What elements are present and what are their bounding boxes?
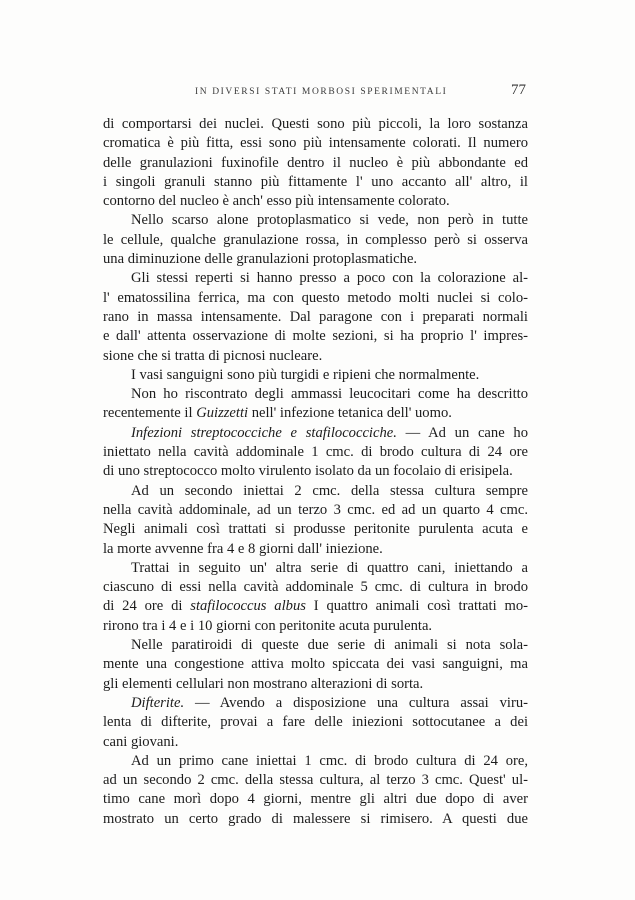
text-line: Trattai in seguito un' altra serie di quattro cani, iniettando a [131,559,528,576]
text-line: Nello scarso alone protoplasmatico si vede, non però in tutte [131,212,528,229]
body-text [103,115,528,829]
text-line: Ad un primo cane iniettai 1 cmc. di brodo cultura di 24 ore, [131,752,528,769]
running-header [103,82,528,103]
text-line: cromatica è più fitta, essi sono più intensamente colorati. Il numero [103,135,528,152]
text-line: e dall' attenta osservazione di molte sezioni, si ha proprio l' impres- [103,328,528,345]
text-line: una diminuzione delle granulazioni protoplasmatiche. [103,251,418,268]
text-line: cani giovani. [103,733,179,750]
text-line: rirono tra i 4 e i 10 giorni con peritonite acuta purulenta. [103,617,433,634]
text-line: Gli stessi reperti si hanno presso a poco con la colorazione al- [131,270,528,287]
text-line: Ad un secondo iniettai 2 cmc. della stessa cultura sempre [131,482,528,499]
text-line: Negli animali così trattati si produsse peritonite purulenta acuta e [103,521,528,538]
text-line: la morte avvenne fra 4 e 8 giorni dall' iniezione. [103,540,383,557]
text-line: Nelle paratiroidi di queste due serie di animali si nota sola- [131,637,528,654]
text-line: timo cane morì dopo 4 giorni, mentre gli altri due dopo di aver [103,791,528,808]
organism-name: stafilococcus albus [190,598,306,615]
text-line: recentemente il Guizzetti nell' infezione tetanica dell' uomo. [103,405,452,422]
text-line: i singoli granuli stanno più fittamente l' uno accanto all' altro, il [103,173,528,190]
text-line: gli elementi cellulari non mostrano alterazioni di sorta. [103,675,424,692]
text-line: rano in massa intensamente. Dal paragone con i preparati normali [103,308,528,325]
text-line: Non ho riscontrato degli ammassi leucocitari come ha descritto [131,386,528,403]
section-title-infezioni: Infezioni streptococciche e stafilococciche. [131,424,397,441]
text-line: di uno streptococco molto virulento isolato da un focolaio di erisipela. [103,463,513,480]
text-line: delle granulazioni fuxinofile dentro il nucleo è più abbondante ed [103,154,528,171]
page-number: 77 [511,82,526,98]
author-name: Guizzetti [196,405,249,422]
text-line: le cellule, qualche granulazione rossa, in complesso però si osserva [103,231,528,248]
section-title-difterite: Difterite. [131,694,185,711]
text-line: ad un secondo 2 cmc. della stessa cultura, al terzo 3 cmc. Quest' ul- [103,772,528,789]
text-line: nella cavità addominale, ad un terzo 3 cmc. ed ad un quarto 4 cmc. [103,501,528,518]
text-line: ciascuno di essi nella cavità addominale 5 cmc. di cultura in brodo [103,579,528,596]
text-line: I vasi sanguigni sono più turgidi e ripieni che normalmente. [131,366,480,383]
text-line: sione che si tratta di picnosi nucleare. [103,347,323,364]
text-line: di comportarsi dei nuclei. Questi sono più piccoli, la loro sostanza [103,116,528,132]
text-line: l' ematossilina ferrica, ma con questo metodo molti nuclei si colo- [103,289,528,306]
text-line: di 24 ore di stafilococcus albus I quattro animali così trattati mo- [103,598,528,615]
text-line: lenta di difterite, provai a fare delle iniezioni sottocutanee a dei [103,714,528,731]
text-line: mostrato un certo grado di malessere si rimisero. A questi due [103,810,528,827]
running-title: IN DIVERSI STATI MORBOSI SPERIMENTALI [195,87,448,97]
text-line: contorno del nucleo è anch' esso più intensamente colorato. [103,193,450,210]
text-line: iniettato nella cavità addominale 1 cmc. di brodo cultura di 24 ore [103,444,528,461]
section-heading-line: Difterite. — Avendo a disposizione una cultura assai viru- [131,694,528,711]
text-line: mente una congestione attiva molto spiccata dei vasi sanguigni, ma [103,656,528,673]
section-heading-line: Infezioni streptococciche e stafilococciche. — Ad un cane ho [131,424,528,441]
